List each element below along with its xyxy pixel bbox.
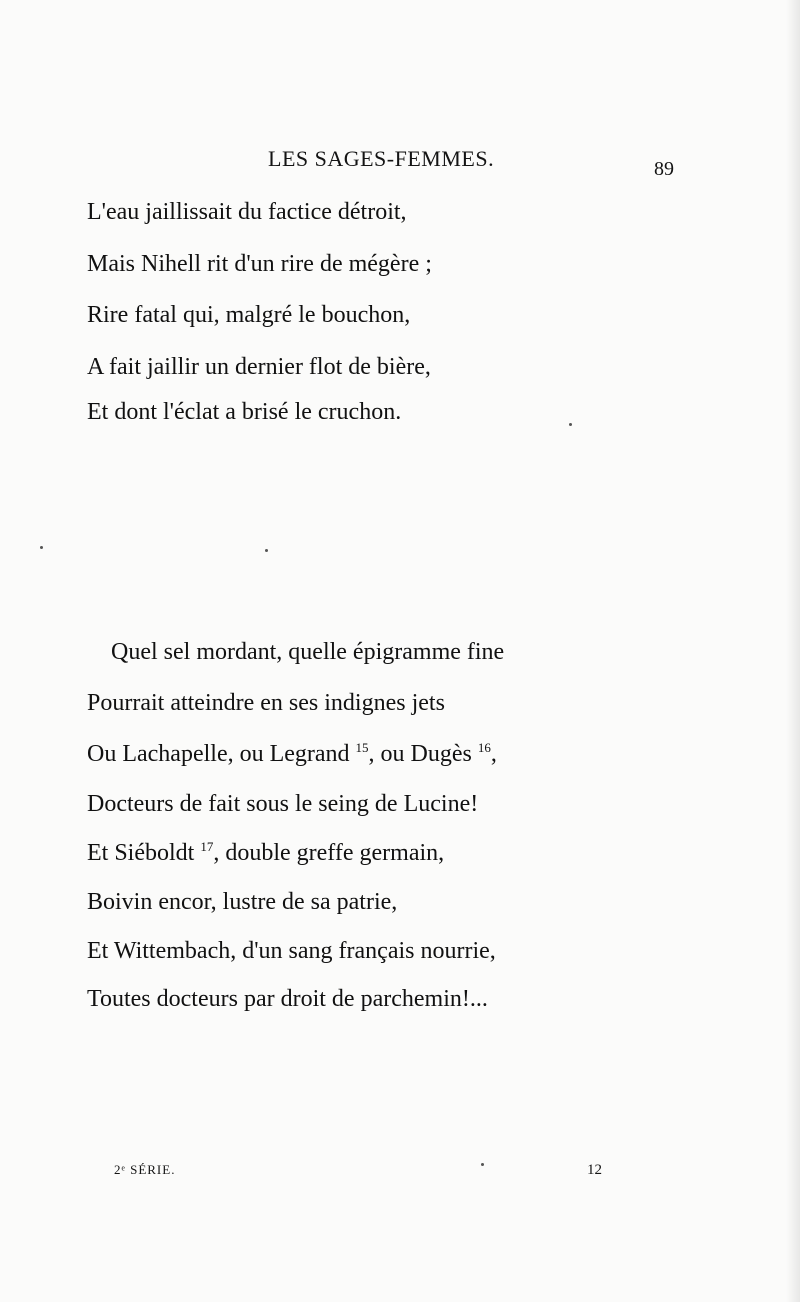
verse-text: , ou Dugès (368, 741, 478, 767)
paper-speck (40, 546, 43, 549)
verse-line: Quel sel mordant, quelle épigramme fine (111, 639, 505, 665)
series-mark: 2ᵉ SÉRIE. (114, 1162, 176, 1177)
verse-line: Toutes docteurs par droit de parchemin!... (87, 986, 488, 1012)
page-number: 89 (654, 158, 674, 180)
verse-line: Et dont l'éclat a brisé le cruchon. (87, 399, 402, 425)
page-header (0, 146, 800, 180)
verse-text: Ou Lachapelle, ou Legrand (87, 741, 356, 767)
verse-line: Pourrait atteindre en ses indignes jets (87, 690, 445, 716)
running-title: LES SAGES-FEMMES. (268, 146, 495, 171)
verse-line: Boivin encor, lustre de sa patrie, (87, 889, 398, 915)
page-footer (0, 1162, 800, 1186)
verse-line: Et Wittembach, d'un sang français nourrie, (87, 938, 496, 964)
note-reference: 17 (200, 839, 214, 854)
verse-text: , (490, 741, 497, 767)
verse-line: A fait jaillir un dernier flot de bière, (87, 354, 431, 380)
note-reference: 15 (355, 740, 369, 755)
verse-line: L'eau jaillissait du factice détroit, (87, 199, 407, 225)
verse-line (87, 837, 444, 869)
paper-speck (569, 423, 572, 426)
paper-speck (265, 549, 268, 552)
signature-mark: 12 (587, 1162, 602, 1178)
verse-line: Docteurs de fait sous le seing de Lucine! (87, 791, 479, 817)
paper-speck (481, 1163, 484, 1166)
note-reference: 16 (477, 740, 491, 755)
page-edge-shadow (786, 0, 800, 1302)
verse-line: Rire fatal qui, malgré le bouchon, (87, 302, 411, 328)
verse-text: , double greffe germain, (213, 840, 445, 866)
verse-line: Mais Nihell rit d'un rire de mégère ; (87, 251, 432, 277)
verse-line (87, 738, 497, 770)
verse-text: Et Siéboldt (87, 840, 201, 866)
